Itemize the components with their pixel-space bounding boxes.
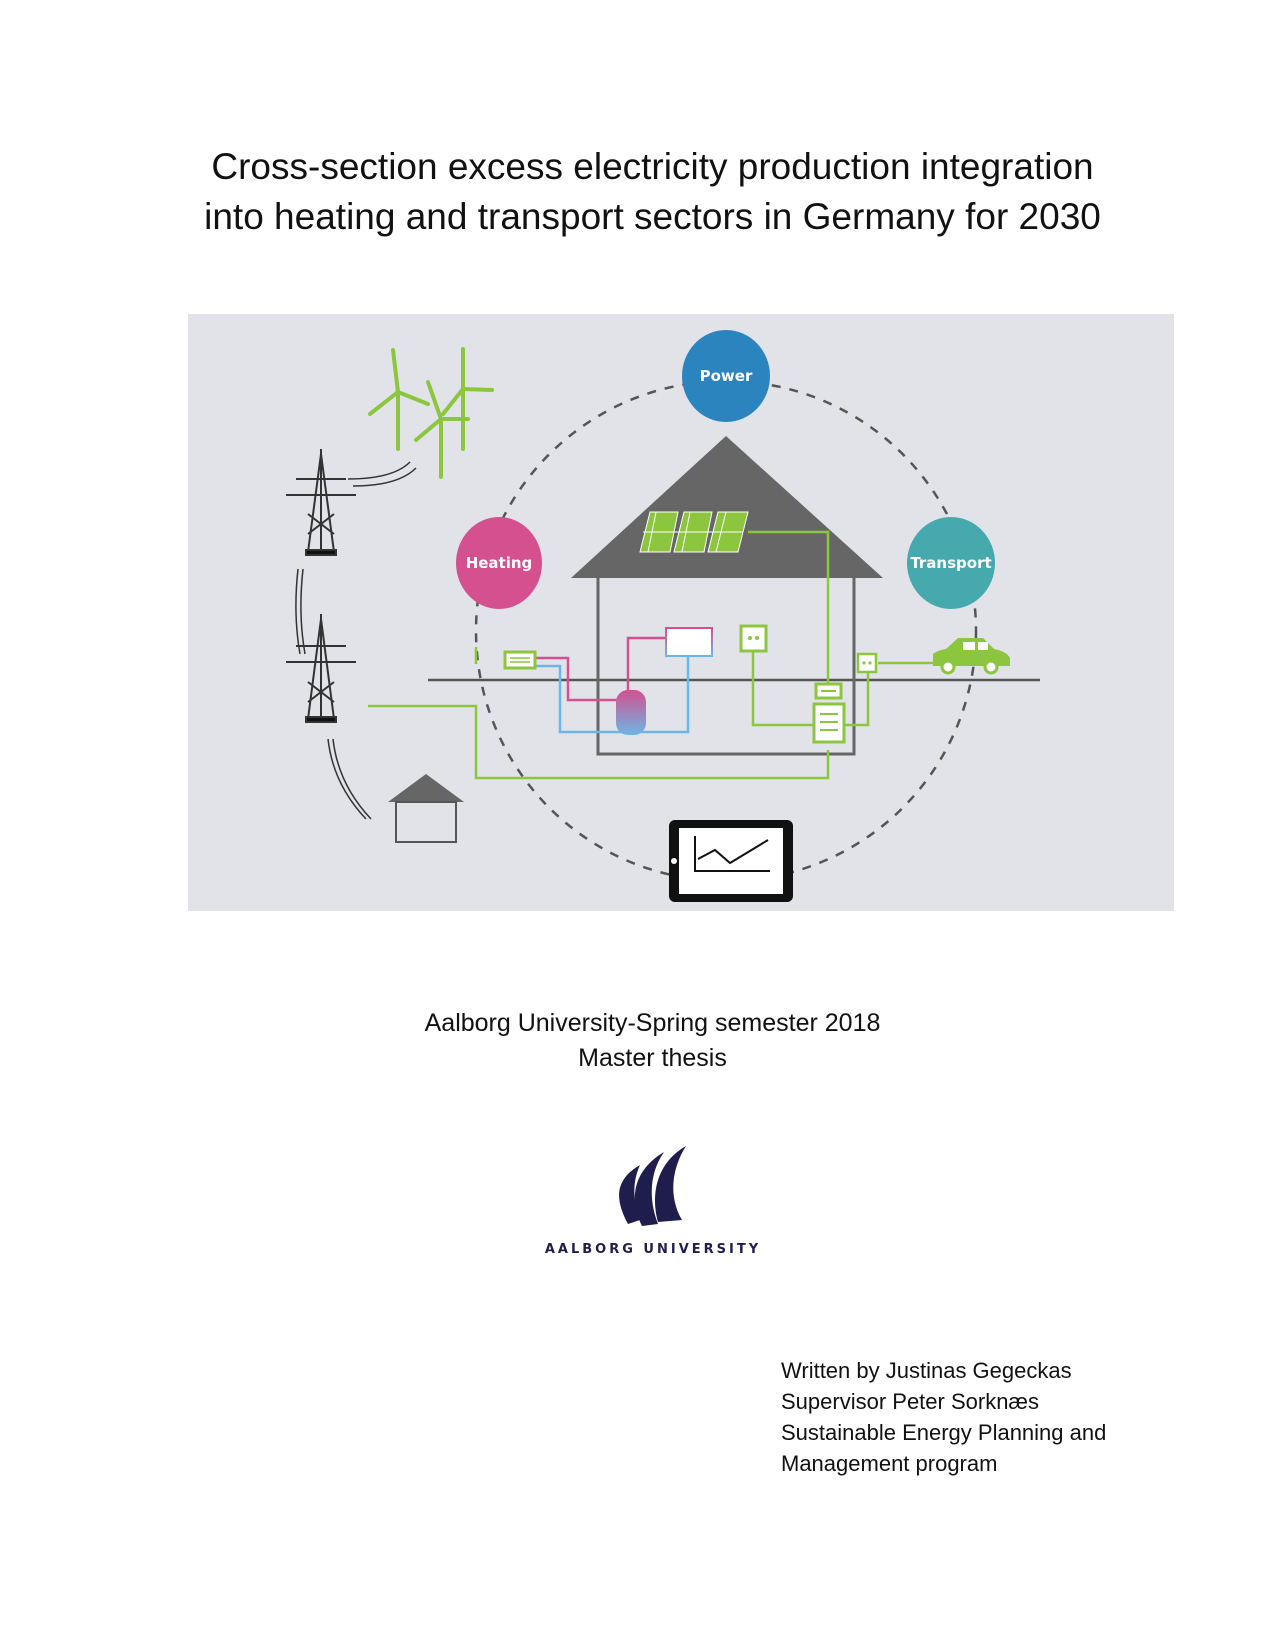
credits-block [781,1355,1241,1479]
socket-icon [741,626,766,651]
heat-pump-icon [505,652,535,668]
solar-panel-icon [640,512,748,552]
sector-coupling-illustration [188,314,1174,911]
title-line-2: into heating and transport sectors in Germany for 2030 [204,196,1101,237]
logo-wordmark: AALBORG UNIVERSITY [544,1242,762,1257]
power-pylon-icon [286,449,356,555]
power-label: Power [699,367,753,385]
aalborg-waves-icon [540,1140,766,1240]
heating-label: Heating [465,554,533,572]
small-house-icon [388,774,464,842]
heating-bubble [456,517,542,609]
car-icon [933,638,1010,673]
power-bubble [682,330,770,422]
program-line-2: Management program [781,1451,998,1476]
university-semester: Aalborg University-Spring semester 2018 [424,1009,881,1037]
transmission-curves [296,462,416,819]
aalborg-university-logo [540,1140,766,1265]
wind-turbine-icon [370,349,492,477]
hot-water-tank-icon [616,690,646,735]
author-line: Written by Justinas Gegeckas [781,1358,1072,1383]
document-title [0,142,1275,242]
university-info [0,1006,1275,1076]
title-line-1: Cross-section excess electricity production integration [211,146,1094,187]
program-line-1: Sustainable Energy Planning and [781,1420,1107,1445]
transport-bubble [907,517,995,609]
tablet-chart-icon [669,820,793,902]
electricity-meter-icon [814,684,844,742]
radiator-icon [666,628,712,656]
transport-label: Transport [910,554,992,572]
heating-pipes [533,638,688,732]
charger-socket-icon [858,654,876,672]
thesis-type: Master thesis [578,1044,727,1072]
supervisor-line: Supervisor Peter Sorknæs [781,1389,1039,1414]
